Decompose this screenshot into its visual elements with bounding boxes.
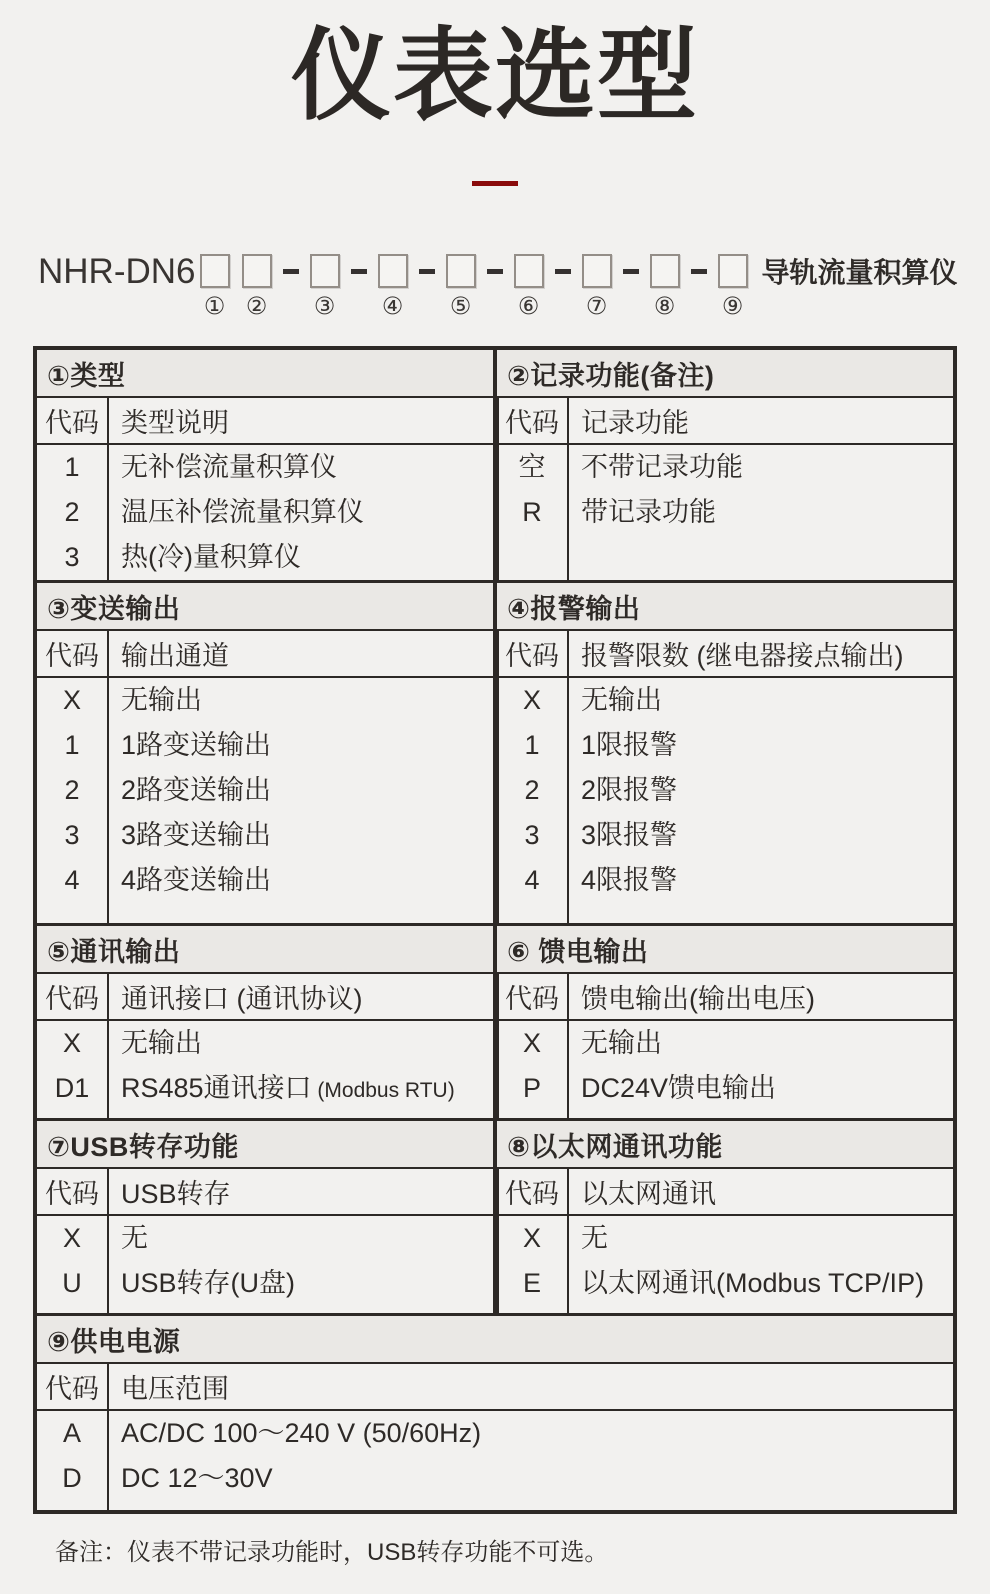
code-cell: X <box>62 685 81 715</box>
desc-column-header: USB转存 <box>121 1179 231 1209</box>
model-dash <box>555 269 571 274</box>
code-cell: 2 <box>64 775 80 805</box>
model-digit-box <box>514 254 544 288</box>
section-4 <box>497 583 953 923</box>
code-cell: 3 <box>524 820 540 850</box>
section-subheader <box>497 398 953 445</box>
model-digit-box <box>446 254 476 288</box>
code-cell: 1 <box>524 730 540 760</box>
desc-cell <box>121 1456 953 1501</box>
section-subheader <box>37 1169 493 1216</box>
code-column-header: 代码 <box>37 1364 109 1409</box>
desc-column-header: 输出通道 <box>121 641 229 671</box>
desc-cell <box>581 445 953 490</box>
section-title: ④报警输出 <box>497 583 953 631</box>
section-subheader <box>37 631 493 678</box>
desc-cell <box>121 768 493 813</box>
section-subheader <box>497 974 953 1021</box>
desc-column <box>109 678 493 923</box>
model-suffix: 导轨流量积算仪 <box>761 257 958 288</box>
code-column-header: 代码 <box>37 398 109 443</box>
desc-column-header: 电压范围 <box>121 1374 229 1404</box>
model-slot <box>446 254 476 319</box>
desc-text: USB转存(U盘) <box>121 1268 295 1298</box>
code-cell: X <box>62 1028 81 1058</box>
code-cell: 1 <box>64 730 80 760</box>
model-digit-box <box>310 254 340 288</box>
code-cell: X <box>522 1223 541 1253</box>
desc-text: 4限报警 <box>581 865 678 895</box>
section-pair-row <box>37 1121 953 1316</box>
code-cell: 3 <box>64 820 80 850</box>
desc-column-header: 记录功能 <box>581 408 689 438</box>
model-dash <box>351 269 367 274</box>
model-dash <box>419 269 435 274</box>
section-pair-row <box>37 583 953 926</box>
code-column-header: 代码 <box>37 631 109 676</box>
section-body <box>37 1411 953 1510</box>
section-body <box>497 1021 953 1118</box>
desc-text: 无输出 <box>121 1028 202 1058</box>
desc-cell <box>121 445 493 490</box>
desc-cell <box>581 813 953 858</box>
model-slot <box>200 254 230 319</box>
desc-cell <box>121 858 493 903</box>
desc-text: 以太网通讯(Modbus TCP/IP) <box>581 1268 925 1298</box>
section-7 <box>37 1121 493 1313</box>
desc-cell <box>121 1411 953 1456</box>
code-column <box>37 445 109 580</box>
code-column <box>497 678 569 923</box>
desc-column <box>569 1216 953 1313</box>
model-digit-box <box>242 254 272 288</box>
desc-column <box>109 1021 493 1118</box>
section-title: ②记录功能(备注) <box>497 350 953 398</box>
desc-column-header: 报警限数 (继电器接点输出) <box>581 641 904 671</box>
desc-text-small: (Modbus RTU) <box>311 1079 455 1102</box>
model-slot-number: ③ <box>313 293 336 320</box>
model-dash <box>691 269 707 274</box>
code-column <box>497 1021 569 1118</box>
section-8 <box>497 1121 953 1313</box>
desc-cell <box>121 1066 493 1111</box>
code-cell: 空 <box>518 452 546 482</box>
desc-column-header: 类型说明 <box>121 408 229 438</box>
code-cell: X <box>522 1028 541 1058</box>
desc-column <box>569 1021 953 1118</box>
desc-text: AC/DC 100～240 V (50/60Hz) <box>121 1418 482 1448</box>
model-slot-number: ⑦ <box>585 293 608 320</box>
section-2 <box>497 350 953 580</box>
section-9 <box>37 1316 953 1510</box>
desc-text: 无 <box>581 1223 608 1253</box>
model-slot <box>310 254 340 319</box>
model-slot <box>242 254 272 319</box>
model-slot-number: ⑤ <box>449 293 472 320</box>
section-title: ⑤通讯输出 <box>37 926 493 974</box>
desc-cell <box>121 1021 493 1066</box>
desc-cell <box>581 1216 953 1261</box>
model-dash <box>487 269 503 274</box>
section-body <box>497 445 953 580</box>
desc-text: 无输出 <box>121 685 202 715</box>
desc-cell <box>121 813 493 858</box>
section-1 <box>37 350 493 580</box>
desc-text: 温压补偿流量积算仪 <box>121 497 364 527</box>
code-column-header: 代码 <box>497 1169 569 1214</box>
code-column <box>37 1216 109 1313</box>
section-body <box>497 1216 953 1313</box>
model-slot-number: ② <box>245 293 268 320</box>
section-body <box>37 445 493 580</box>
code-cell: X <box>62 1223 81 1253</box>
code-column <box>37 1021 109 1118</box>
desc-column <box>569 678 953 923</box>
code-cell: D1 <box>54 1073 90 1103</box>
page-title: 仪表选型 <box>291 20 699 132</box>
section-subheader <box>37 398 493 445</box>
desc-text: 1路变送输出 <box>121 730 272 760</box>
desc-column <box>109 1216 493 1313</box>
desc-text: DC 12～30V <box>121 1463 273 1493</box>
model-digit-box <box>582 254 612 288</box>
code-column-header: 代码 <box>37 1169 109 1214</box>
code-cell: 3 <box>64 542 80 572</box>
code-column-header: 代码 <box>497 631 569 676</box>
desc-cell <box>121 535 493 580</box>
section-title: ⑥ 馈电输出 <box>497 926 953 974</box>
footer-note: 备注：仪表不带记录功能时，USB转存功能不可选。 <box>55 1539 609 1566</box>
desc-text: 无 <box>121 1223 148 1253</box>
spec-table <box>33 346 957 1514</box>
model-slot <box>514 254 544 319</box>
model-dash <box>283 269 299 274</box>
model-slot <box>718 254 748 319</box>
section-title: ①类型 <box>37 350 493 398</box>
section-title: ⑦USB转存功能 <box>37 1121 493 1169</box>
section-subheader <box>497 1169 953 1216</box>
code-cell: 4 <box>64 865 80 895</box>
desc-text: 无输出 <box>581 685 662 715</box>
section-pair-row <box>37 350 953 583</box>
section-3 <box>37 583 493 923</box>
section-body <box>37 678 493 923</box>
section-6 <box>497 926 953 1118</box>
code-column-header: 代码 <box>37 974 109 1019</box>
desc-cell <box>581 678 953 723</box>
desc-cell <box>581 858 953 903</box>
code-cell: R <box>522 497 542 527</box>
section-subheader <box>37 974 493 1021</box>
code-cell: 2 <box>524 775 540 805</box>
red-divider <box>472 181 518 186</box>
desc-column <box>109 445 493 580</box>
code-cell: A <box>62 1418 81 1448</box>
model-slot-number: ④ <box>381 293 404 320</box>
model-slot-number: ① <box>203 293 226 320</box>
code-cell: P <box>522 1073 541 1103</box>
model-prefix: NHR-DN6 <box>38 252 196 291</box>
model-digit-box <box>718 254 748 288</box>
model-slot-number: ⑨ <box>721 293 744 320</box>
desc-cell <box>121 490 493 535</box>
code-column <box>37 1411 109 1510</box>
desc-cell <box>121 1216 493 1261</box>
code-column <box>497 1216 569 1313</box>
section-subheader <box>497 631 953 678</box>
desc-cell <box>581 1261 953 1306</box>
desc-column <box>569 445 953 580</box>
model-slot <box>650 254 680 319</box>
desc-text: 无输出 <box>581 1028 662 1058</box>
desc-column-header: 通讯接口 (通讯协议) <box>121 984 363 1014</box>
desc-cell <box>581 1021 953 1066</box>
desc-text: 3限报警 <box>581 820 678 850</box>
desc-column-header: 以太网通讯 <box>581 1179 716 1209</box>
desc-cell <box>581 490 953 535</box>
model-code-line <box>38 254 990 319</box>
section-5 <box>37 926 493 1118</box>
code-column <box>37 678 109 923</box>
desc-text: 1限报警 <box>581 730 678 760</box>
section-subheader <box>37 1364 953 1411</box>
model-slot <box>582 254 612 319</box>
model-slot-number: ⑧ <box>653 293 676 320</box>
code-cell: E <box>522 1268 541 1298</box>
desc-text: 2路变送输出 <box>121 775 272 805</box>
desc-text: 3路变送输出 <box>121 820 272 850</box>
desc-column-header: 馈电输出(输出电压) <box>581 984 815 1014</box>
code-cell: 4 <box>524 865 540 895</box>
code-column-header: 代码 <box>497 974 569 1019</box>
model-slot <box>378 254 408 319</box>
desc-text: 不带记录功能 <box>581 452 743 482</box>
model-slot-number: ⑥ <box>517 293 540 320</box>
desc-cell <box>121 678 493 723</box>
section-title: ⑧以太网通讯功能 <box>497 1121 953 1169</box>
desc-text: 无补偿流量积算仪 <box>121 452 337 482</box>
desc-text: RS485通讯接口 <box>121 1073 312 1103</box>
section-body <box>37 1021 493 1118</box>
desc-text: 带记录功能 <box>581 497 716 527</box>
section-body <box>37 1216 493 1313</box>
code-column <box>497 445 569 580</box>
code-cell: 1 <box>64 452 80 482</box>
code-column-header: 代码 <box>497 398 569 443</box>
section-body <box>497 678 953 923</box>
model-digit-box <box>200 254 230 288</box>
section-title: ⑨供电电源 <box>37 1316 953 1364</box>
desc-text: DC24V馈电输出 <box>581 1073 777 1103</box>
model-dash <box>623 269 639 274</box>
desc-cell <box>581 1066 953 1111</box>
code-cell: U <box>62 1268 82 1298</box>
code-cell: 2 <box>64 497 80 527</box>
desc-text: 2限报警 <box>581 775 678 805</box>
section-title: ③变送输出 <box>37 583 493 631</box>
desc-cell <box>121 1261 493 1306</box>
section-pair-row <box>37 926 953 1121</box>
desc-column <box>109 1411 953 1510</box>
desc-text: 4路变送输出 <box>121 865 272 895</box>
code-cell: D <box>62 1463 82 1493</box>
model-slots <box>196 254 748 319</box>
model-digit-box <box>650 254 680 288</box>
model-digit-box <box>378 254 408 288</box>
desc-cell <box>581 723 953 768</box>
desc-cell <box>581 768 953 813</box>
code-cell: X <box>522 685 541 715</box>
desc-cell <box>121 723 493 768</box>
desc-text: 热(冷)量积算仪 <box>121 542 301 572</box>
